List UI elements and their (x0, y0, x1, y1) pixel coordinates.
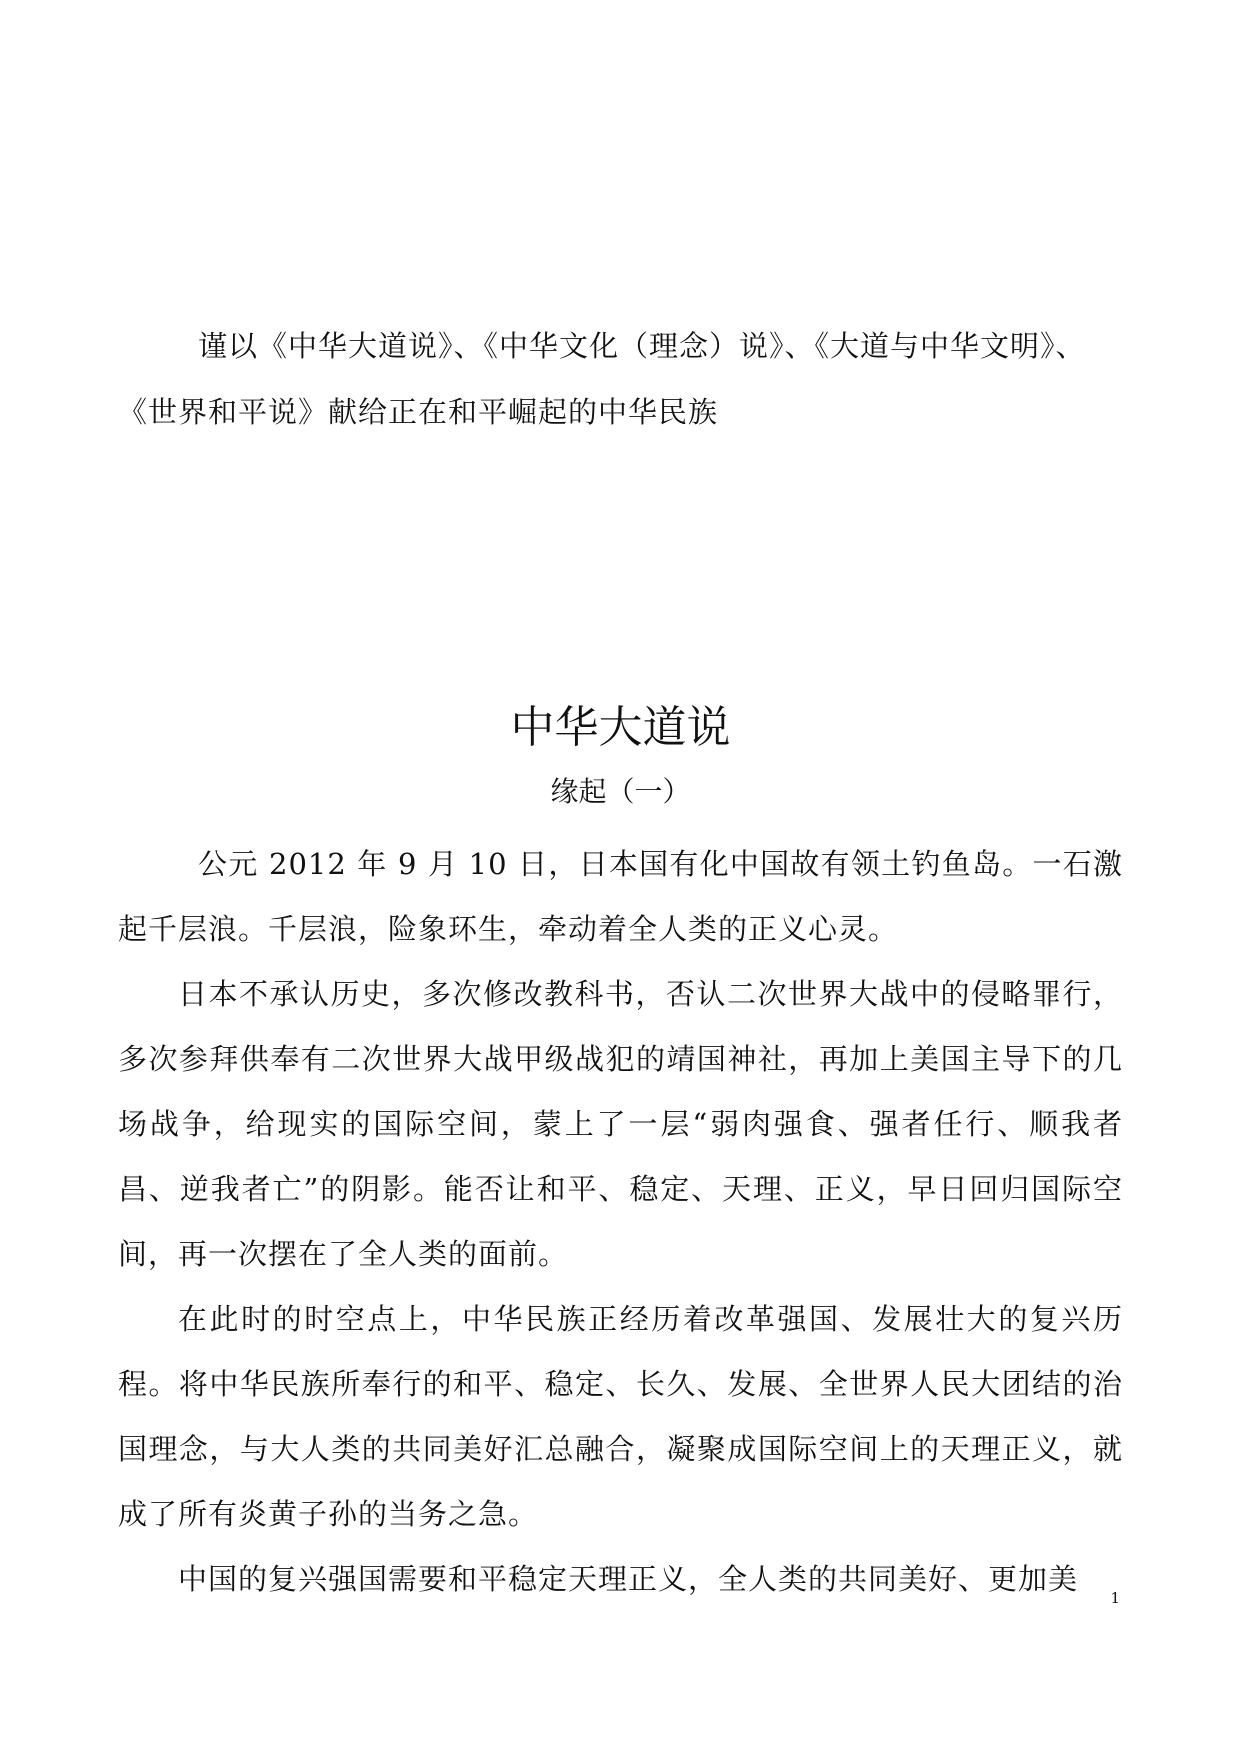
page-number: 1 (1110, 1589, 1120, 1607)
paragraph: 在此时的时空点上，中华民族正经历着改革强国、发展壮大的复兴历程。将中华民族所奉行的和平、稳定、长久、发展、全世界人民大团结的治国理念，与大人类的共同美好汇总融合，凝聚成国际空间上的天理正义，就成了所有炎黄子孙的当务之急。 (118, 1302, 1123, 1531)
dedication-text: 谨以《中华大道说》、《中华文化（理念）说》、《大道与中华文明》、《世界和平说》献给正在和平崛起的中华民族 (118, 329, 1086, 429)
section-subtitle: 缘起（一） (550, 775, 691, 808)
paragraph: 日本不承认历史，多次修改教科书，否认二次世界大战中的侵略罪行，多次参拜供奉有二次世界大战甲级战犯的靖国神社，再加上美国主导下的几场战争，给现实的国际空间，蒙上了一层“弱肉强食、强者任行、顺我者昌、逆我者亡”的阴影。能否让和平、稳定、天理、正义，早日回归国际空间，再一次摆在了全人类的面前。 (118, 977, 1123, 1271)
paragraph: 公元 2012 年 9 月 10 日，日本国有化中国故有领土钓鱼岛。一石激起千层浪。千层浪，险象环生，牵动着全人类的正义心灵。 (118, 847, 1123, 946)
paragraph: 中国的复兴强国需要和平稳定天理正义，全人类的共同美好、更加美 (178, 1562, 1079, 1596)
page-title: 中华大道说 (510, 702, 731, 753)
body-text (118, 832, 1123, 1612)
